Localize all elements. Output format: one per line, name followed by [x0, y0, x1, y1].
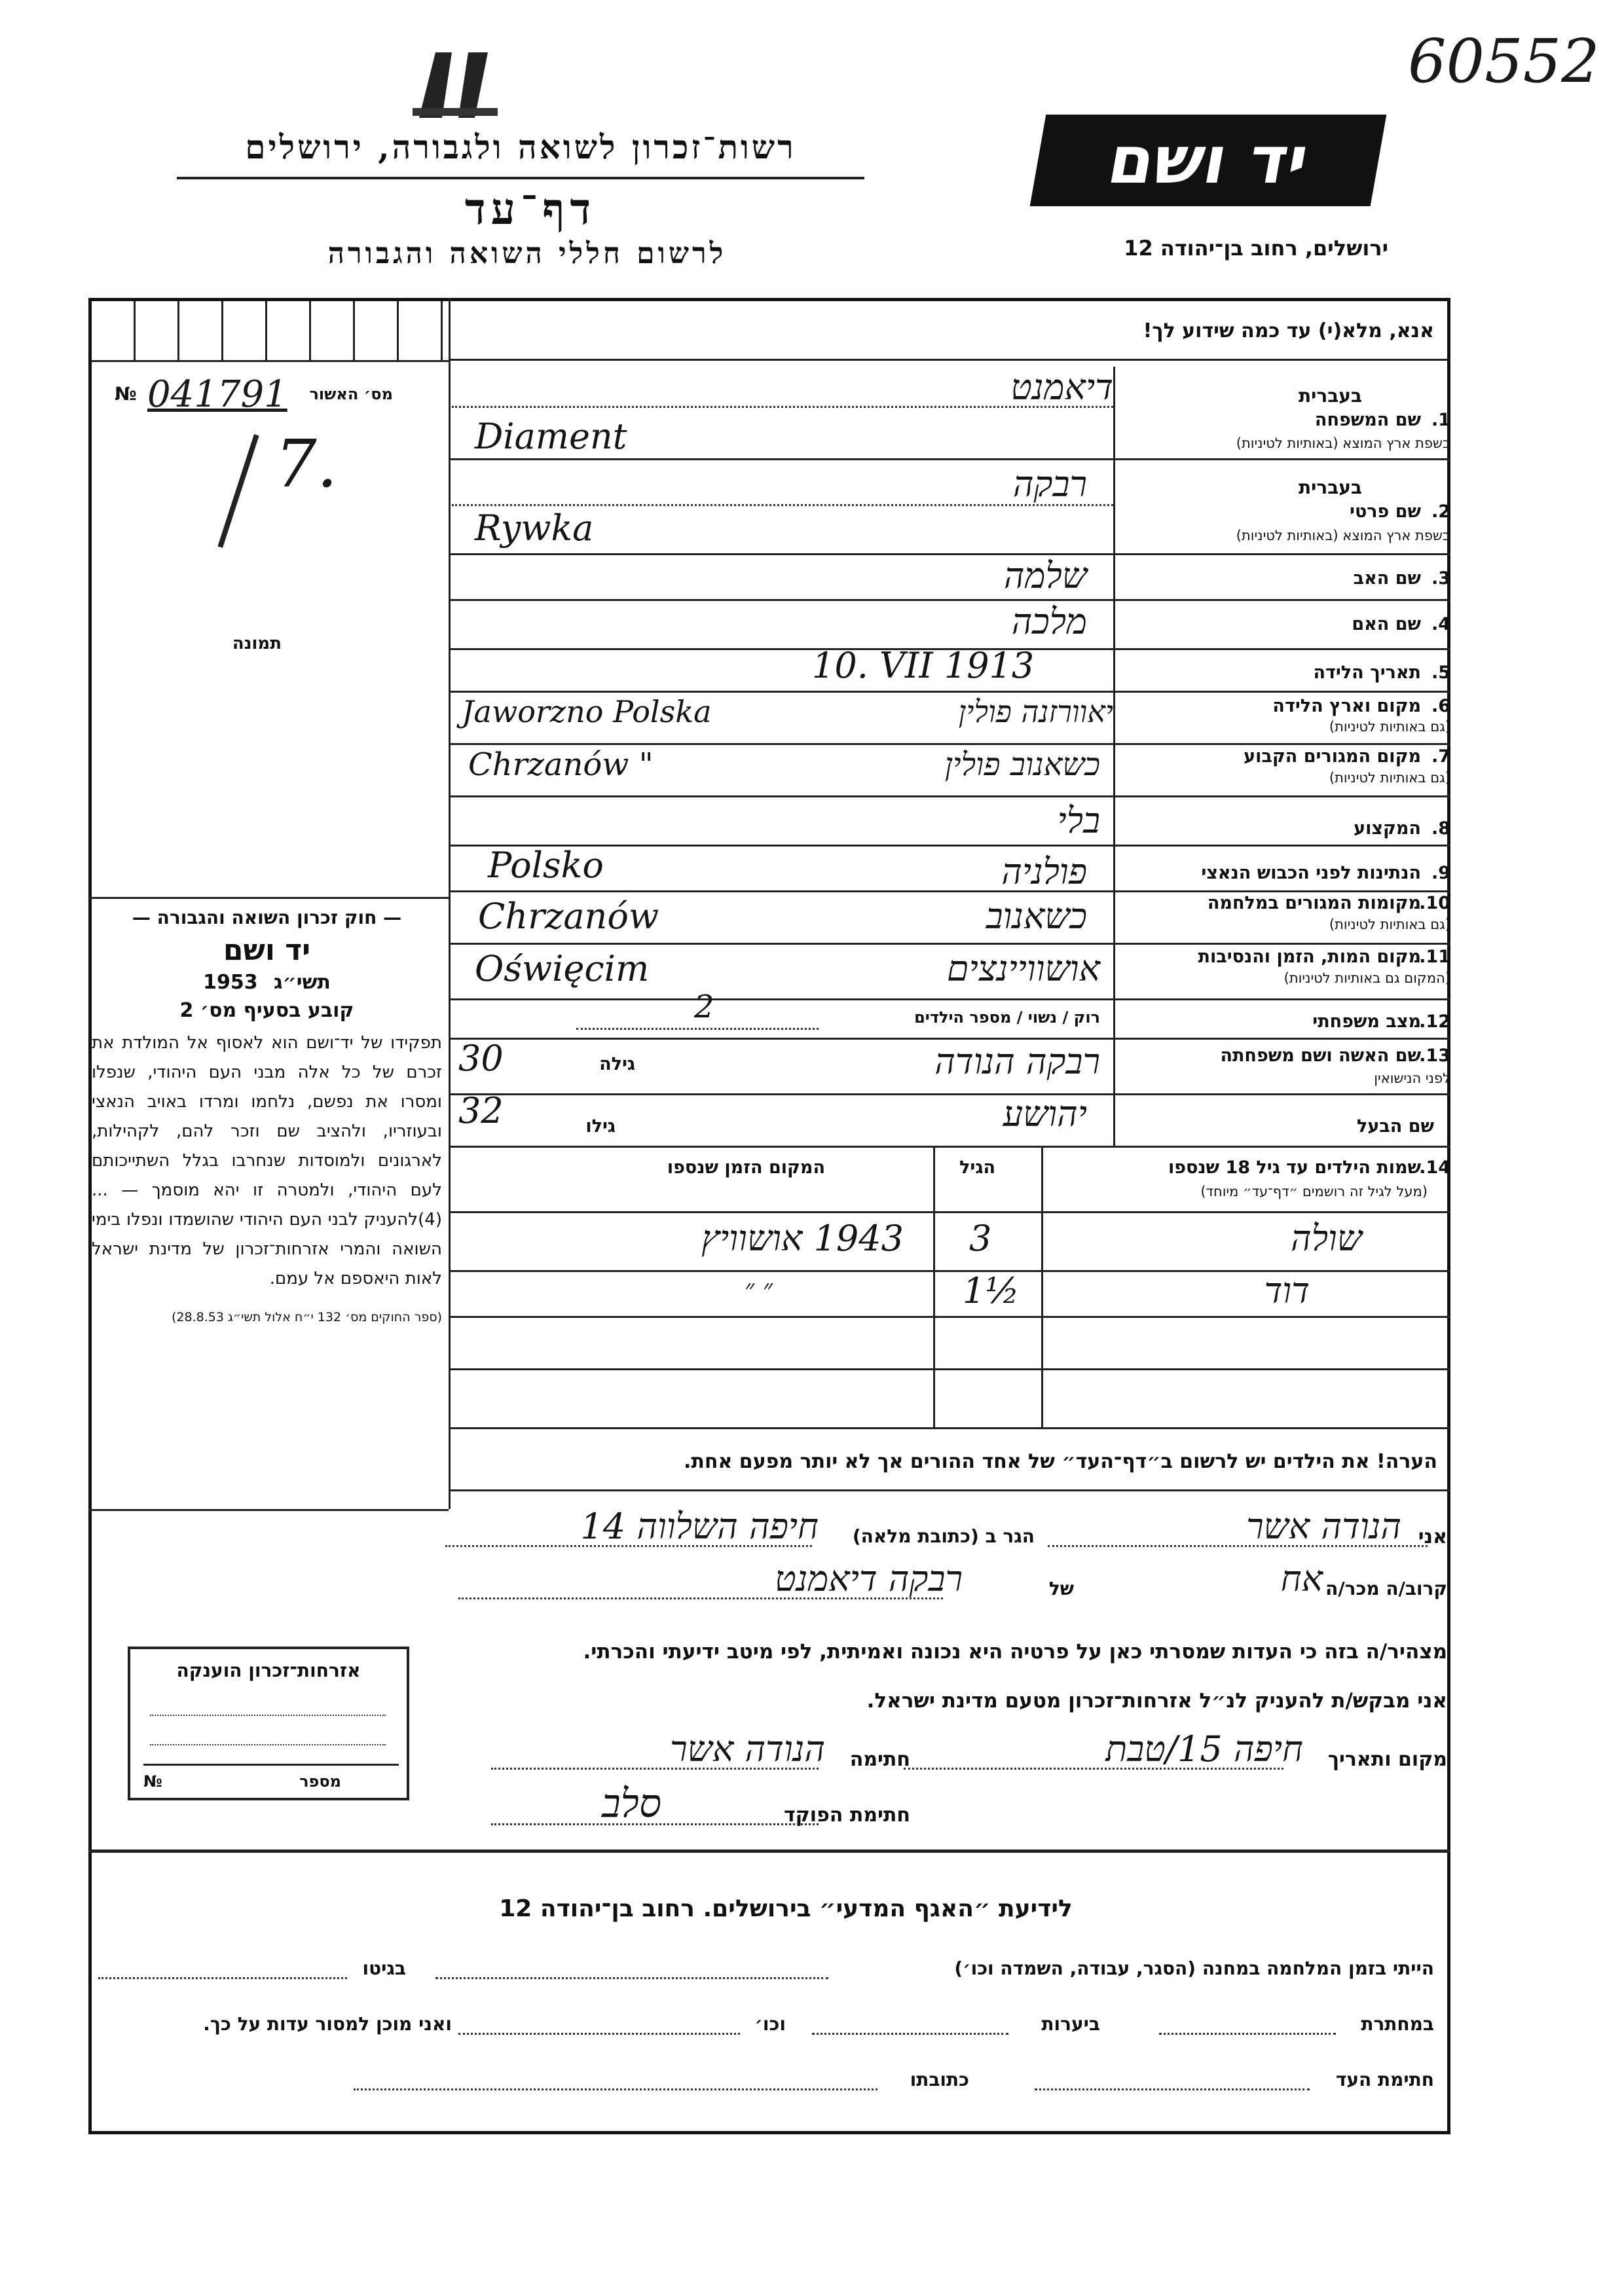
field-6-sub: (גם באותיות לטיניות): [1329, 719, 1450, 735]
field-2-sub: בשפת ארץ המוצא (באותיות לטיניות): [1236, 528, 1450, 543]
approval-no-sign: №: [115, 383, 137, 405]
field-11-label: מקום המות, הזמן והנסיבות: [1198, 947, 1421, 967]
field-2-label: שם פרטי: [1350, 501, 1421, 522]
field-9-label: הנתינות לפני הכבוש הנאצי: [1201, 863, 1421, 883]
law-body: תפקידו של יד־ושם הוא לאסוף אל המולדת את זכרם של כל אלה מבני העם היהודי, שנפלו ומסרו את נפשם, נלחמו ומרדו באויב הנאצי ובעוזריו, ולהציב שם וזכר להם, לקהילות, לארגונים ולמוסדות שנחרבו בגלל השתייכותם לעם היהודי, ולמטרה זו יהא מוסמך — ...(4)להעניק לבני העם היהודי שהושמדו ונפלו בימי השואה והמרי אזרחות־זכרון של מדינת ישראל לאות היאספם אל עמם.: [92, 1033, 442, 1288]
nationality-latin: Polsko: [488, 845, 604, 886]
archive-number: 60552: [1408, 26, 1600, 96]
field-8-number: 8.: [1431, 818, 1450, 839]
relation-value: אח: [1280, 1558, 1323, 1599]
death-place-hebrew: אושוויינצים: [946, 948, 1100, 989]
field-7-sub: (גם באותיות לטיניות): [1329, 770, 1450, 786]
bottom-line2-d: ואני מוכן למסור עדות על כך.: [203, 2013, 452, 2035]
field-4-number: 4.: [1431, 614, 1450, 634]
children-place-header: המקום הזמן שנספו: [667, 1157, 825, 1178]
death-place-latin: Oświęcim: [475, 948, 650, 989]
field-5-number: 5.: [1431, 663, 1450, 683]
bottom-line2-c: וכו׳: [754, 2013, 786, 2035]
birth-date: 10. VII 1913: [812, 645, 1035, 686]
nationality-hebrew: פולניה: [1001, 851, 1087, 892]
wife-age-label: גילה: [599, 1054, 635, 1074]
wartime-residence-hebrew: כשאנוב: [986, 896, 1087, 937]
approval-number: 041791: [147, 373, 287, 416]
child-2-age: 1½: [963, 1270, 1020, 1311]
given-name-hebrew: רבקה: [1012, 464, 1087, 505]
lives-in-label: הגר ב (כתובת מלאה): [852, 1525, 1035, 1547]
field-14-number: 14.: [1419, 1157, 1450, 1178]
wartime-residence-latin: Chrzanów: [478, 896, 659, 937]
field-11-number: 11.: [1419, 947, 1450, 967]
bottom-title: לידיעת ״האגף המדעי״ בירושלים. רחוב בן־יהודה 12: [499, 1895, 1073, 1922]
intro-text: אנא, מלא(י) עד כמה שידוע לך!: [1143, 319, 1434, 342]
field-13-label: שם האשה ושם משפחתה: [1220, 1046, 1421, 1066]
approval-label: מס׳ האשור: [309, 385, 393, 403]
approval-mark: 7.: [275, 426, 338, 502]
child-1-name: שולה: [1291, 1218, 1362, 1259]
citizenship-title: אזרחות־זכרון הוענקה: [176, 1660, 361, 1681]
field-5-label: תאריך הלידה: [1313, 663, 1421, 683]
profession: בלי: [1057, 800, 1100, 841]
child-2-name: דוד: [1264, 1270, 1310, 1311]
child-1-place: 1943 אושוויץ: [701, 1218, 904, 1259]
field-2-number: 2.: [1431, 501, 1450, 522]
citizenship-number-label: מספר: [299, 1772, 341, 1791]
child-1-age: 3: [969, 1218, 992, 1259]
of-label: של: [1048, 1578, 1074, 1599]
signature-label: חתימה: [849, 1748, 910, 1771]
field-7-label: מקום המגורים הקבוע: [1244, 746, 1421, 767]
bottom-line3-b: כתובתו: [910, 2069, 969, 2090]
declaration-ani: אני: [1418, 1525, 1447, 1548]
header-rule: [177, 177, 864, 179]
marital-status-options: רוק / נשוי / מספר הילדים: [914, 1008, 1100, 1027]
photo-label: תמונה: [232, 634, 282, 653]
field-10-sub: (גם באותיות לטיניות): [1329, 917, 1450, 932]
form-subtitle: לרשום חללי השואה והגבורה: [327, 237, 727, 270]
citizenship-box: [128, 1647, 409, 1800]
husband-age-label: גילו: [585, 1116, 616, 1137]
officer-signature: סלב: [601, 1781, 661, 1827]
field-12-label: מצב משפחתי: [1312, 1011, 1421, 1032]
bottom-line3-a: חתימת העד: [1335, 2069, 1434, 2090]
children-header: שמות הילדים עד גיל 18 שנספו: [1168, 1157, 1421, 1178]
place-date: חיפה 15/טבת: [1105, 1728, 1303, 1770]
officer-signature-label: חתימת הפוקד: [784, 1804, 910, 1827]
declarer-address: חיפה השלווה 14: [580, 1506, 819, 1547]
children-note: הערה! את הילדים יש לרשום ב״דף־העד״ של אחד ההורים אך לא יותר מפעם אחת.: [684, 1450, 1437, 1473]
bottom-line2-b: ביערות: [1041, 2013, 1100, 2035]
declarer-signature: הנודה אשר: [670, 1728, 825, 1770]
wife-name: רבקה הנודה: [934, 1041, 1100, 1082]
field-10-label: מקומות המגורים במלחמה: [1207, 893, 1421, 913]
field-1-number: 1.: [1431, 410, 1450, 430]
law-box: [92, 907, 442, 1326]
residence-hebrew: כשאנוב פולין: [944, 746, 1100, 783]
field-3-label: שם האב: [1353, 568, 1421, 589]
of-value: רבקה דיאמנט: [775, 1558, 963, 1599]
field-2-tag: בעברית: [1298, 477, 1362, 498]
law-year-hebrew: תשי״ג: [274, 971, 331, 994]
field-10-number: 10.: [1419, 893, 1450, 913]
birth-place-latin: Jaworzno Polska: [462, 694, 712, 729]
relation-label: קרוב/ה מכר/ה: [1325, 1578, 1447, 1599]
field-12-number: 12.: [1419, 1011, 1450, 1032]
field-6-label: מקום וארץ הלידה: [1272, 696, 1421, 716]
field-1-label: שם המשפחה: [1314, 410, 1421, 430]
field-8-label: המקצוע: [1354, 818, 1421, 839]
mother-name: מלכה: [1011, 601, 1087, 642]
yad-vashem-address: ירושלים, רחוב בן־יהודה 12: [1124, 236, 1388, 261]
wife-age: 30: [458, 1038, 504, 1079]
husband-age: 32: [458, 1090, 504, 1131]
form-title: דף־עד: [464, 183, 597, 234]
citizenship-no-sign: №: [143, 1772, 162, 1791]
declaration-request: אני מבקש/ת להעניק לנ״ל אזרחות־זכרון מטעם מדינת ישראל.: [866, 1689, 1447, 1713]
field-4-label: שם האם: [1352, 614, 1421, 634]
field-13-number: 13.: [1419, 1046, 1450, 1066]
husband-label: שם הבעל: [1356, 1116, 1434, 1137]
menorah-emblem: [406, 46, 504, 121]
field-6-number: 6.: [1431, 696, 1450, 716]
husband-name: יהושע: [1003, 1093, 1087, 1135]
given-name-latin: Rywka: [475, 507, 594, 549]
field-7-number: 7.: [1431, 746, 1450, 767]
field-11-sub: (המקום גם באותיות לטיניות): [1283, 970, 1450, 986]
field-1-tag: בעברית: [1298, 385, 1362, 407]
law-title: — חוק זכרון השואה והגבורה —: [132, 907, 402, 928]
authority-name: רשות־זכרון לשואה ולגבורה, ירושלים: [245, 128, 796, 166]
declarer-name: הנודה אשר: [1246, 1506, 1401, 1547]
children-count: 2: [694, 989, 714, 1025]
declaration-statement: מצהיר/ה בזה כי העדות שמסרתי כאן על פרטיה היא נכונה ואמיתית, לפי מיטב ידיעתי והכרתי.: [583, 1640, 1447, 1664]
father-name: שלמה: [1003, 555, 1087, 596]
law-name: יד ושם: [223, 934, 311, 967]
bottom-line1-a: הייתי בזמן המלחמה במחנה (הסגר, עבודה, השמדה וכו׳): [954, 1958, 1434, 1979]
family-name-hebrew: דיאמנט: [1010, 367, 1113, 408]
field-1-sub: בשפת ארץ המוצא (באותיות לטיניות): [1236, 435, 1450, 451]
bottom-line1-b: בגיטו: [362, 1958, 406, 1979]
residence-latin: Chrzanów ": [468, 746, 654, 783]
law-source: (ספר החוקים מס׳ 132 י״ח אלול תשי״ג 28.8.53): [172, 1310, 442, 1324]
bottom-line2-a: במחתרת: [1361, 2013, 1434, 2035]
office-use-cells: [92, 301, 449, 362]
law-year: 1953: [203, 971, 258, 994]
yad-vashem-logo: יד ושם: [1030, 115, 1387, 206]
field-9-number: 9.: [1431, 863, 1450, 883]
child-2-place: ״ ״: [744, 1274, 773, 1304]
place-date-label: מקום ותאריך: [1327, 1748, 1447, 1771]
children-age-header: הגיל: [959, 1157, 995, 1178]
law-clause: קובע בסעיף מס׳ 2: [179, 999, 354, 1022]
family-name-latin: Diament: [475, 416, 627, 457]
birth-place-hebrew: יאוורזנה פולין: [958, 694, 1113, 729]
field-3-number: 3.: [1431, 568, 1450, 589]
field-13-sub: לפני הנישואין: [1374, 1070, 1450, 1086]
children-sub: (מעל לגיל זה רושמים ״דף־עד״ מיוחד): [1200, 1184, 1428, 1199]
